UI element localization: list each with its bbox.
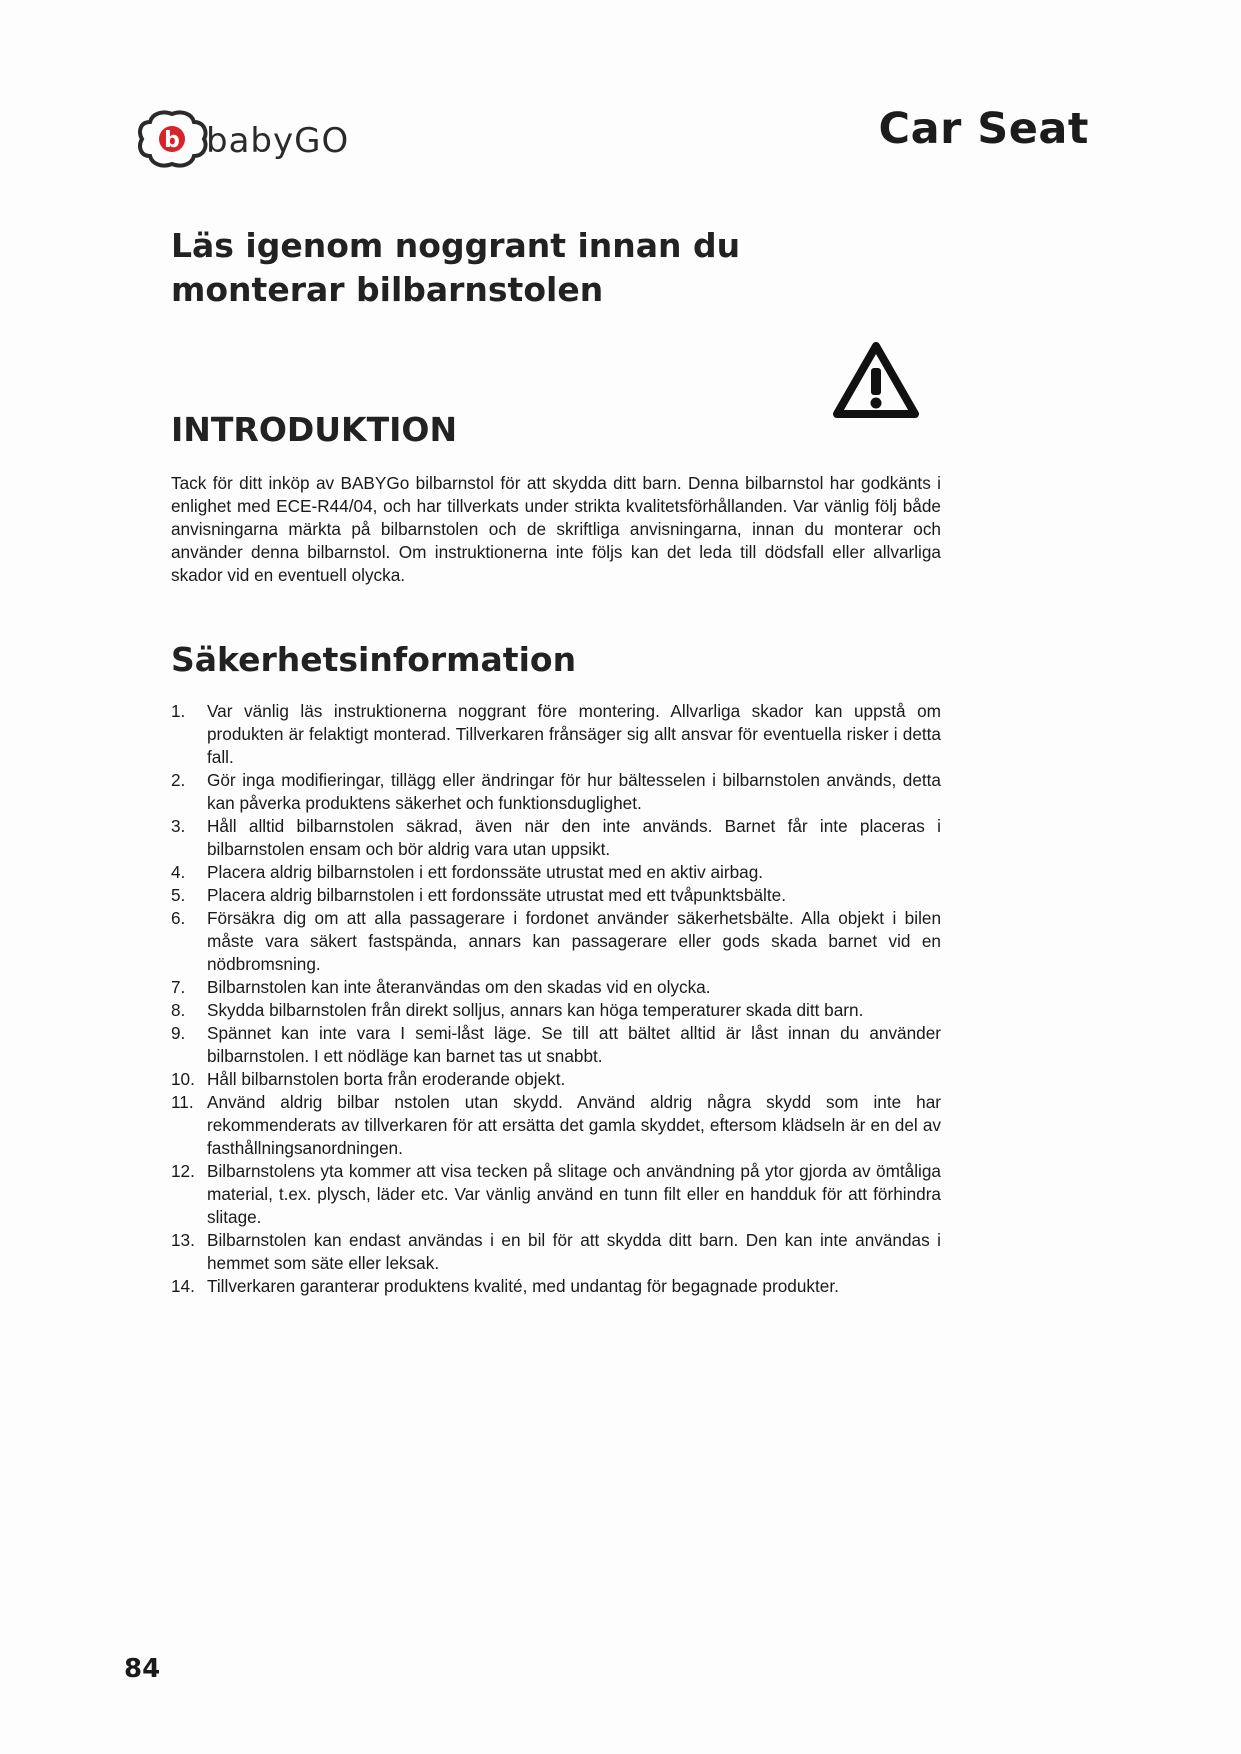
item-number: 1.	[171, 701, 186, 721]
item-text: Tillverkaren garanterar produktens kvalité, med undantag för begagnade produkter.	[207, 1276, 839, 1296]
list-item	[171, 999, 941, 1022]
item-number: 6.	[171, 908, 186, 928]
list-item	[171, 1275, 941, 1298]
item-text: Placera aldrig bilbarnstolen i ett fordonssäte utrustat med ett tvåpunktsbälte.	[207, 885, 786, 905]
safety-heading: Säkerhetsinformation	[171, 640, 577, 679]
list-item	[171, 861, 941, 884]
warning-icon	[833, 342, 919, 418]
item-number: 11.	[171, 1092, 194, 1112]
item-number: 14.	[171, 1276, 195, 1296]
item-text: Placera aldrig bilbarnstolen i ett fordonssäte utrustat med en aktiv airbag.	[207, 862, 764, 882]
item-text: Håll alltid bilbarnstolen säkrad, även när den inte används. Barnet får inte placeras i bilbarnstolen ensam och bör aldrig vara utan uppsikt.	[207, 816, 941, 859]
list-item	[171, 884, 941, 907]
list-item	[171, 1068, 941, 1091]
main-heading: Läs igenom noggrant innan du monterar bilbarnstolen	[171, 226, 741, 309]
item-number: 7.	[171, 977, 186, 997]
item-number: 3.	[171, 816, 186, 836]
document-title: Car Seat	[878, 104, 1089, 154]
item-text: Bilbarnstolen kan endast användas i en bil för att skydda ditt barn. Den kan inte användas i hemmet som säte eller leksak.	[207, 1230, 941, 1273]
item-number: 12.	[171, 1161, 195, 1181]
babygo-logo-icon	[138, 108, 358, 170]
list-item	[171, 976, 941, 999]
list-item	[171, 700, 941, 769]
list-item	[171, 1160, 941, 1229]
item-text: Bilbarnstolen kan inte återanvändas om den skadas vid en olycka.	[207, 977, 711, 997]
intro-heading: INTRODUKTION	[171, 410, 458, 449]
item-text: Var vänlig läs instruktionerna noggrant före montering. Allvarliga skador kan uppstå om produkten är felaktigt monterad. Tillverkaren frånsäger sig allt ansvar för eventuella risker i detta fall.	[207, 701, 941, 767]
item-text: Skydda bilbarnstolen från direkt solljus, annars kan höga temperaturer skada ditt barn.	[207, 1000, 864, 1020]
safety-list	[171, 700, 941, 1298]
babygo-logo	[138, 108, 358, 170]
item-number: 10.	[171, 1069, 195, 1089]
logo-wordmark: babyGO	[206, 121, 350, 161]
page-number: 84	[124, 1654, 161, 1684]
item-text: Håll bilbarnstolen borta från eroderande objekt.	[207, 1069, 566, 1089]
list-item	[171, 815, 941, 861]
list-item	[171, 1229, 941, 1275]
item-number: 5.	[171, 885, 186, 905]
svg-text:b: b	[164, 128, 180, 153]
item-number: 13.	[171, 1230, 195, 1250]
item-text: Bilbarnstolens yta kommer att visa tecken på slitage och användning på ytor gjorda av ömtåliga material, t.ex. plysch, läder etc. Var vänlig använd en tunn filt eller en handduk för att förhindra slitage.	[207, 1161, 941, 1227]
item-number: 9.	[171, 1023, 186, 1043]
list-item	[171, 907, 941, 976]
item-number: 2.	[171, 770, 186, 790]
item-text: Använd aldrig bilbar nstolen utan skydd. Använd aldrig några skydd som inte har rekommenderats av tillverkaren för att ersätta det gamla skyddet, eftersom klädseln är en del av fasthållningsanordningen.	[207, 1092, 941, 1158]
item-text: Försäkra dig om att alla passagerare i fordonet använder säkerhetsbälte. Alla objekt i bilen måste vara säkert fastspända, annars kan passagerare eller gods skada barnet vid en nödbromsning.	[207, 908, 941, 974]
item-text: Gör inga modifieringar, tillägg eller ändringar för hur bältesselen i bilbarnstolen används, detta kan påverka produktens säkerhet och funktionsduglighet.	[207, 770, 941, 813]
list-item	[171, 769, 941, 815]
item-number: 8.	[171, 1000, 186, 1020]
list-item	[171, 1022, 941, 1068]
list-item	[171, 1091, 941, 1160]
intro-paragraph: Tack för ditt inköp av BABYGo bilbarnstol för att skydda ditt barn. Denna bilbarnstol har godkänts i enlighet med ECE-R44/04, och har tillverkats under strikta kvalitetsförhållanden. Var vänlig följ både anvisningarna märkta på bilbarnstolen och de skriftliga anvisningarna, innan du monterar och använder denna bilbarnstol. Om instruktionerna inte följs kan det leda till dödsfall eller allvarliga skador vid en eventuell olycka.	[171, 473, 941, 585]
item-text: Spännet kan inte vara I semi-låst läge. Se till att bältet alltid är låst innan du använder bilbarnstolen. I ett nödläge kan barnet tas ut snabbt.	[207, 1023, 941, 1066]
item-number: 4.	[171, 862, 186, 882]
